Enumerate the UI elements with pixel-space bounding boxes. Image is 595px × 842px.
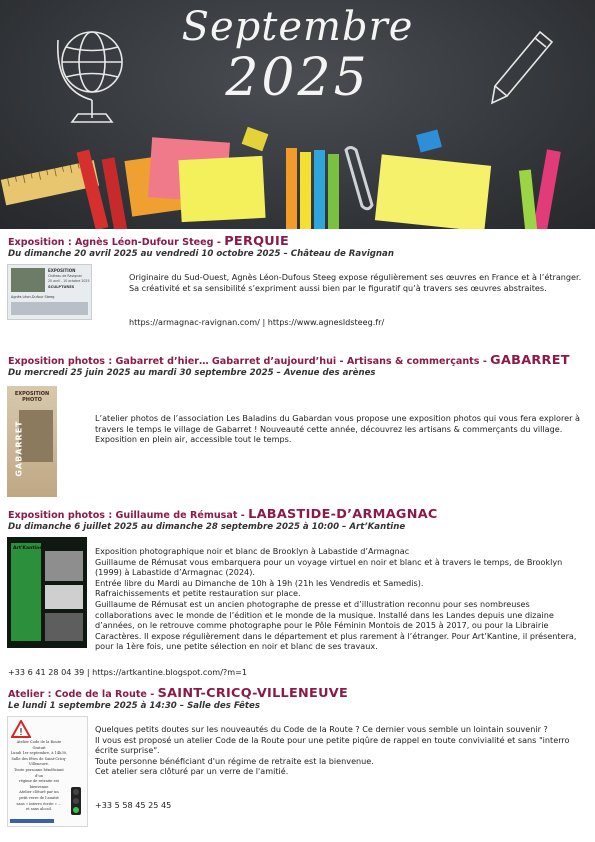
thumb-photo-2 bbox=[45, 585, 83, 609]
yellow-notepad bbox=[375, 154, 491, 229]
event-heading bbox=[8, 688, 588, 701]
event-heading bbox=[8, 355, 588, 368]
event-type: Exposition : Agnès Léon-Dufour Steeg - bbox=[8, 237, 225, 248]
thumb-footer bbox=[11, 302, 88, 315]
event-thumbnail bbox=[7, 386, 57, 497]
thumb-dates: 20 avril - 10 octobre 2025 bbox=[48, 279, 90, 283]
thumb-line: petit verre de l'amitié bbox=[19, 795, 59, 800]
event-heading bbox=[8, 509, 588, 522]
description-paragraph: Il vous est proposé un atelier Code de la Route pour une petite piqûre de rappel en toute convivialité et sans "interro écrite surprise". bbox=[95, 734, 570, 756]
event-card-gabarret bbox=[8, 353, 588, 477]
binder-clip-yellow bbox=[242, 127, 269, 151]
thumb-photo bbox=[19, 410, 53, 462]
thumb-green-panel bbox=[11, 543, 41, 641]
thumb-title: EXPOSITION PHOTO bbox=[14, 391, 50, 403]
event-contact: +33 6 41 28 04 39 | https://artkantine.blogspot.com/?m=1 bbox=[8, 667, 248, 677]
event-type: Exposition photos : Gabarret d’hier… Gabarret d’aujourd’hui - Artisans & commerçants - bbox=[8, 356, 491, 367]
event-card-saint-cricq bbox=[8, 686, 588, 812]
description-paragraph: Cet atelier sera clôturé par un verre de l'amitié. bbox=[95, 766, 289, 777]
event-description bbox=[95, 546, 587, 652]
description-paragraph: Quelques petits doutes sur les nouveautés du Code de la Route ? Ce dernier vous semble un lointain souvenir ? bbox=[95, 724, 548, 734]
event-thumbnail bbox=[7, 716, 88, 827]
event-contact: +33 5 58 45 25 45 bbox=[95, 800, 172, 810]
thumb-line: régime de retraite est bienvenue bbox=[19, 779, 59, 789]
thumb-side-label: GABARRET bbox=[14, 420, 24, 477]
description-paragraph: Originaire du Sud-Ouest, Agnès Léon-Dufous Steeg expose régulièrement ses œuvres en France et à l’étranger. Sa créativité et sa sensibilité s’expriment aussi bien par le figuratif qu’à travers ses œuvres abstraites. bbox=[129, 272, 582, 293]
event-city: GABARRET bbox=[490, 353, 570, 368]
chateau-photo bbox=[11, 268, 45, 292]
event-type: Atelier : Code de la Route - bbox=[8, 689, 158, 700]
traffic-light-icon bbox=[70, 787, 82, 815]
thumb-artist: Agnès Léon-Dufour Steeg bbox=[11, 295, 55, 299]
description-paragraph: L’atelier photos de l’association Les Baladins du Gabardan vous propose une exposition photos qui vous fera explorer à travers le temps le village de Gabarret ! Nouveauté cette année, découvrez les artisans & commerçants du village. bbox=[95, 413, 580, 434]
thumb-photo-1 bbox=[45, 551, 83, 581]
event-type: Exposition photos : Guillaume de Rémusat - bbox=[8, 510, 249, 521]
event-card-perquie bbox=[8, 234, 588, 327]
description-paragraph: Exposition photographique noir et blanc de Brooklyn à Labastide d’Armagnac bbox=[95, 546, 410, 556]
event-description bbox=[95, 724, 587, 777]
thumb-line: Atelier Code de la Route bbox=[16, 740, 62, 744]
green-marker bbox=[519, 170, 537, 229]
yellow-highlighter bbox=[300, 152, 311, 229]
description-paragraph: Entrée libre du Mardi au Dimanche de 10h à 19h (21h les Vendredis et Samedis). bbox=[95, 577, 424, 588]
thumb-line: Atelier clôturé par un bbox=[19, 790, 59, 795]
thumb-title: Art'Kantine bbox=[13, 546, 43, 551]
event-city: PERQUIE bbox=[224, 234, 290, 249]
header-banner bbox=[0, 0, 595, 229]
paper-clip bbox=[346, 148, 372, 209]
thumb-title: EXPOSITION bbox=[48, 268, 76, 273]
event-city: LABASTIDE-D’ARMAGNAC bbox=[248, 507, 438, 522]
pink-marker bbox=[533, 149, 561, 229]
banner-year: 2025 bbox=[225, 48, 370, 108]
event-thumbnail bbox=[7, 264, 92, 320]
thumb-line: Salle des fêtes de Saint-Cricq- bbox=[11, 756, 67, 761]
green-highlighter bbox=[328, 154, 339, 229]
description-paragraph: Guillaume de Rémusat est un ancien photographe de presse et d’illustration reconnu pour ses nombreuses collaborations avec le monde de l’édition et le monde de la musique. Installé dans les Landes depuis une dizaine d’années, on le retrouve comme photographe pour le Pôle Féminin Montois de 2015 à 2017, ou pour la Librairie Caractères. Il expose régulièrement dans le département et plus rarement à l’étranger. Pour Art’Kantine, il présentera, pour la 1ère fois, une petite sélection en noir et blanc de ses travaux. bbox=[95, 598, 577, 652]
thumb-line: sans « interro écrite » ... bbox=[16, 801, 62, 806]
thumb-line: Lundi 1er septembre, à 14h30, bbox=[10, 751, 68, 756]
event-description bbox=[129, 272, 587, 293]
event-thumbnail bbox=[7, 537, 87, 648]
thumb-line: Toute personne bénéficiant d'un bbox=[14, 767, 64, 778]
event-city: SAINT-CRICQ-VILLENEUVE bbox=[157, 686, 349, 701]
event-contact: https://armagnac-ravignan.com/ | https://www.agnesldsteeg.fr/ bbox=[129, 317, 385, 327]
description-paragraph: Toute personne bénéficiant d'un régime de retraite est la bienvenue. bbox=[95, 755, 374, 766]
yellow-sticky-note bbox=[178, 156, 265, 222]
thumb-subtitle: Château de Ravignan bbox=[48, 274, 83, 278]
warning-sign-icon bbox=[11, 720, 31, 738]
event-heading bbox=[8, 236, 588, 249]
thumb-line: Villeneuve. bbox=[28, 762, 50, 767]
thumb-line: et sans alcool. bbox=[26, 807, 52, 812]
thumb-label: SCULPTURES bbox=[48, 285, 75, 289]
orange-highlighter bbox=[286, 148, 297, 229]
description-paragraph: Exposition en plein air, accessible tout le temps. bbox=[95, 434, 292, 445]
binder-clip-blue bbox=[416, 129, 442, 152]
event-date: Du mercredi 25 juin 2025 au mardi 30 septembre 2025 – Avenue des arènes bbox=[8, 368, 376, 378]
blue-highlighter bbox=[314, 150, 325, 229]
svg-text:!: ! bbox=[18, 727, 24, 738]
event-date: Le lundi 1 septembre 2025 à 14:30 – Salle des Fêtes bbox=[8, 701, 260, 711]
event-description bbox=[95, 413, 587, 445]
description-paragraph: Rafraichissements et petite restauration sur place. bbox=[95, 588, 301, 599]
thumb-photo-3 bbox=[45, 613, 83, 641]
banner-month: Septembre bbox=[181, 4, 414, 50]
thumb-line: Gratuit bbox=[32, 745, 46, 750]
event-card-labastide bbox=[8, 507, 588, 677]
event-date: Du dimanche 20 avril 2025 au vendredi 10 octobre 2025 – Château de Ravignan bbox=[8, 249, 394, 259]
event-date: Du dimanche 6 juillet 2025 au dimanche 28 septembre 2025 à 10:00 – Art’Kantine bbox=[8, 522, 406, 532]
description-paragraph: Guillaume de Rémusat vous embarquera pour un voyage virtuel en noir et blanc et à travers le temps, de Brooklyn (1999) à Labastide d’Armagnac (2024). bbox=[95, 556, 563, 578]
thumb-logo-strip bbox=[10, 819, 54, 823]
thumb-text bbox=[10, 740, 68, 813]
